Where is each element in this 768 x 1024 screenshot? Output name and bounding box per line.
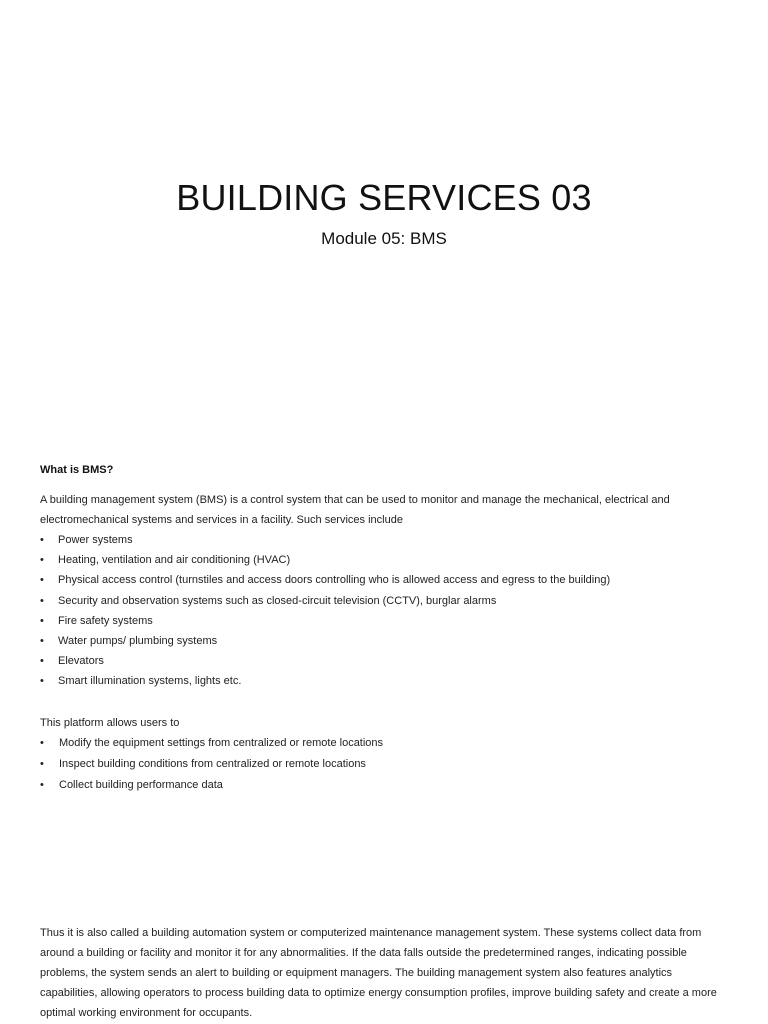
platform-intro: This platform allows users to xyxy=(40,717,180,729)
bullet-icon: • xyxy=(40,594,44,607)
services-list xyxy=(40,530,728,692)
bullet-icon: • xyxy=(40,634,44,647)
intro-section xyxy=(40,490,728,692)
list-item: • Inspect building conditions from centralized or remote locations xyxy=(40,754,728,775)
document-subtitle: Module 05: BMS xyxy=(321,229,447,248)
bullet-icon: • xyxy=(40,655,44,668)
list-item: • Modify the equipment settings from centralized or remote locations xyxy=(40,733,728,754)
list-item: • Water pumps/ plumbing systems xyxy=(40,631,728,651)
bullet-icon: • xyxy=(40,737,44,749)
bullet-icon: • xyxy=(40,574,44,587)
capabilities-list xyxy=(40,733,728,796)
list-item: • Fire safety systems xyxy=(40,611,728,631)
list-item: • Elevators xyxy=(40,651,728,671)
section-heading: What is BMS? xyxy=(40,464,114,476)
list-item: • Physical access control (turnstiles and access doors controlling who is allowed access and egress to the building) xyxy=(40,570,728,590)
bullet-icon: • xyxy=(40,554,44,567)
bullet-icon: • xyxy=(40,758,44,770)
bullet-icon: • xyxy=(40,614,44,627)
list-item: • Collect building performance data xyxy=(40,775,728,796)
bullet-icon: • xyxy=(40,534,44,546)
list-item: • Security and observation systems such as closed-circuit television (CCTV), burglar alarms xyxy=(40,591,728,611)
document-title: BUILDING SERVICES 03 xyxy=(176,177,592,218)
intro-paragraph: A building management system (BMS) is a control system that can be used to monitor and manage the mechanical, electrical and electromechanical systems and services in a facility. Such services include xyxy=(40,494,670,526)
bullet-icon: • xyxy=(40,779,44,791)
closing-paragraph: Thus it is also called a building automation system or computerized maintenance management system. These systems collect data from around a building or facility and monitor it for any abnormalities. If the data falls outside the predetermined ranges, indicating possible problems, the system sends an alert to building or equipment managers. The building management system also features analytics capabilities, allowing operators to process building data to optimize energy consumption profiles, improve building safety and create a more optimal working environment for occupants. xyxy=(40,927,717,1019)
platform-section xyxy=(40,713,728,796)
list-item: • Smart illumination systems, lights etc. xyxy=(40,671,728,691)
list-item: • Power systems xyxy=(40,530,728,550)
list-item: • Heating, ventilation and air conditioning (HVAC) xyxy=(40,550,728,570)
bullet-icon: • xyxy=(40,675,44,688)
